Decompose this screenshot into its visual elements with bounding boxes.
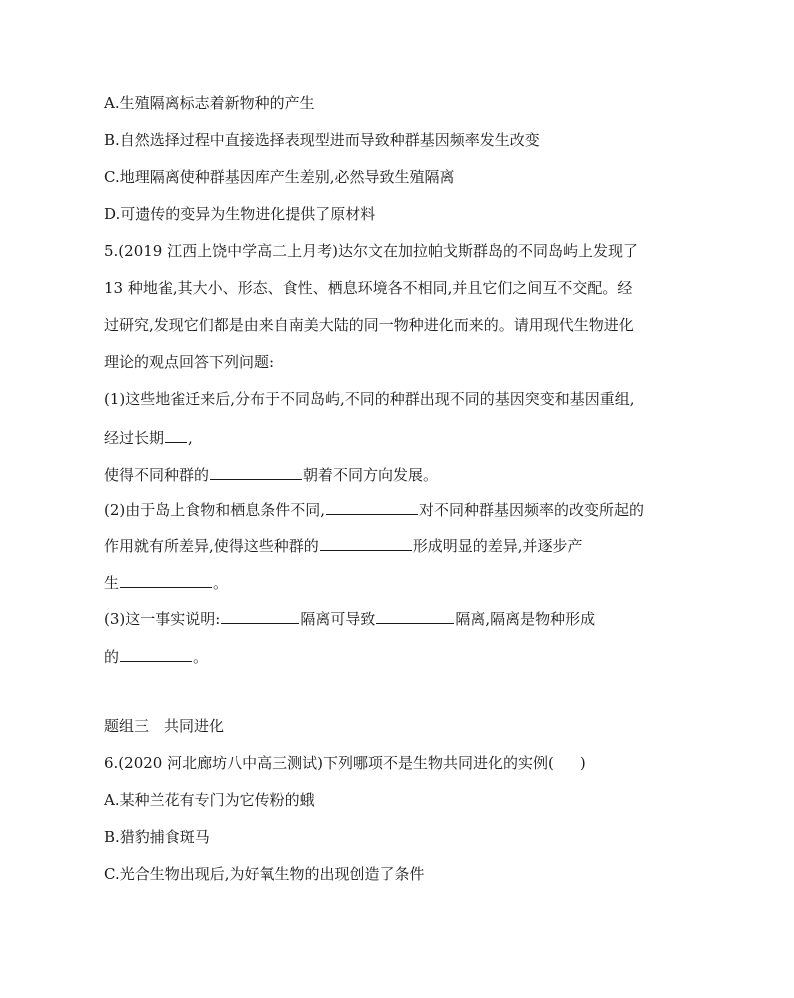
q6-stem xyxy=(104,753,586,773)
answer-blank[interactable] xyxy=(120,571,212,588)
q5-part3-line-2 xyxy=(104,645,208,667)
q5-part1-line-3 xyxy=(104,463,438,485)
q5-part1-line-1: (1)这些地雀迁来后,分布于不同岛屿,不同的种群出现不同的基因突变和基因重组, xyxy=(104,390,635,408)
q5-part2-text: 生 xyxy=(104,574,120,592)
answer-blank[interactable] xyxy=(221,607,299,624)
q5-stem-line-4: 理论的观点回答下列问题: xyxy=(104,353,275,371)
section-heading: 题组三 共同进化 xyxy=(104,717,225,735)
q5-part2-line-3 xyxy=(104,571,228,593)
answer-blank[interactable] xyxy=(326,498,418,515)
q5-part1-punct: , xyxy=(188,429,193,447)
q5-part1-line-2 xyxy=(104,426,193,448)
q6-option-a: A.某种兰花有专门为它传粉的蛾 xyxy=(104,791,315,809)
q5-stem-line-2: 13 种地雀,其大小、形态、食性、栖息环境各不相同,并且它们之间互不交配。经 xyxy=(104,279,633,297)
q5-part2-text: 对不同种群基因频率的改变所起的 xyxy=(419,501,645,519)
q5-part2-text: 形成明显的差异,并逐步产 xyxy=(412,537,583,555)
q5-part2-line-1 xyxy=(104,498,644,520)
q6-option-c: C.光合生物出现后,为好氧生物的出现创造了条件 xyxy=(104,865,425,883)
q5-part3-text: 。 xyxy=(193,648,209,666)
q5-part3-text: 隔离可导致 xyxy=(300,610,376,628)
q5-part2-text: 作用就有所差异,使得这些种群的 xyxy=(104,537,319,555)
q5-part3-text: (3)这一事实说明: xyxy=(104,610,221,628)
q5-part3-line-1 xyxy=(104,607,595,629)
answer-blank[interactable] xyxy=(320,534,412,551)
q4-option-d: D.可遗传的变异为生物进化提供了原材料 xyxy=(104,205,376,223)
q5-part3-text: 的 xyxy=(104,648,120,666)
q4-option-a: A.生殖隔离标志着新物种的产生 xyxy=(104,94,315,112)
q5-stem-line-1: 5.(2019 江西上饶中学高二上月考)达尔文在加拉帕戈斯群岛的不同岛屿上发现了 xyxy=(104,242,638,260)
q5-part1-text: 朝着不同方向发展。 xyxy=(303,466,439,484)
q6-option-b: B.猎豹捕食斑马 xyxy=(104,828,210,846)
answer-blank[interactable] xyxy=(165,426,187,443)
q5-part3-text: 隔离,隔离是物种形成 xyxy=(455,610,596,628)
q5-part2-text: 。 xyxy=(213,574,229,592)
q5-part2-line-2 xyxy=(104,534,583,556)
q5-part1-text: 经过长期 xyxy=(104,429,165,447)
q5-part2-text: (2)由于岛上食物和栖息条件不同, xyxy=(104,501,326,519)
q5-stem-line-3: 过研究,发现它们都是由来自南美大陆的同一物种进化而来的。请用现代生物进化 xyxy=(104,316,634,334)
q6-stem-close: ) xyxy=(579,754,586,772)
q6-stem-text: 6.(2020 河北廊坊八中高三测试)下列哪项不是生物共同进化的实例( xyxy=(104,754,554,772)
answer-blank[interactable] xyxy=(120,645,192,662)
q5-part1-text: 使得不同种群的 xyxy=(104,466,210,484)
answer-blank[interactable] xyxy=(376,607,454,624)
q4-option-b: B.自然选择过程中直接选择表现型进而导致种群基因频率发生改变 xyxy=(104,131,540,149)
q4-option-c: C.地理隔离使种群基因库产生差别,必然导致生殖隔离 xyxy=(104,168,455,186)
answer-blank[interactable] xyxy=(210,463,302,480)
